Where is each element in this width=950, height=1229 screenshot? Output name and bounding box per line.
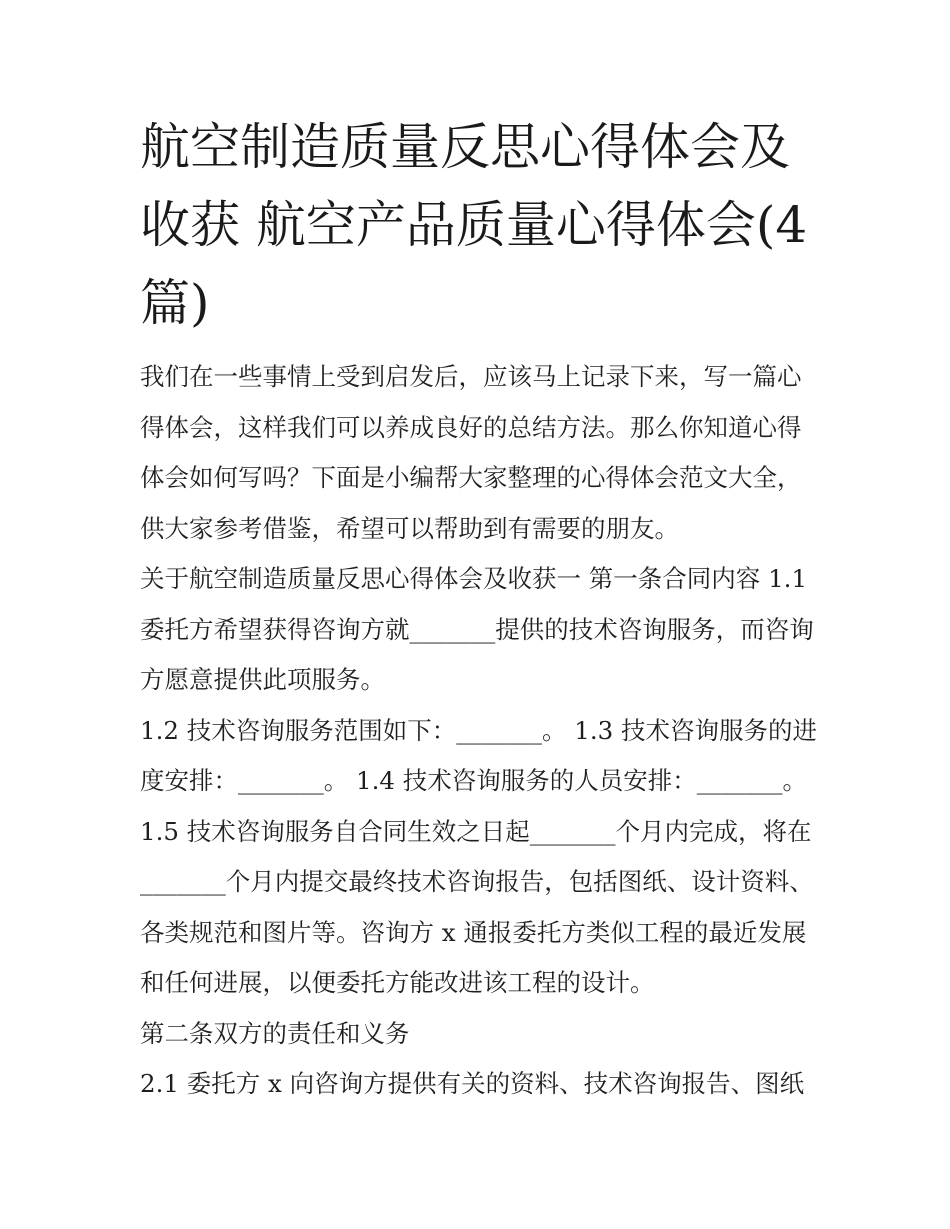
document-title: 航空制造质量反思心得体会及收获 航空产品质量心得体会(4篇) (140, 118, 808, 332)
intro-paragraph: 我们在一些事情上受到启发后，应该马上记录下来，写一篇心得体会，这样我们可以养成良好的总结方法。那么你知道心得体会如何写吗？下面是小编帮大家整理的心得体会范文大全，供大家参考借鉴，希望可以帮助到有需要的朋友。 (140, 362, 802, 543)
document-body (140, 352, 820, 1110)
service-terms-paragraph: 1.2 技术咨询服务范围如下：_______。 1.3 技术咨询服务的进度安排：_______。 1.4 技术咨询服务的人员安排：_______。 1.5 技术咨询服务自合同生效之日起_______个月内完成，将在_______个月内提交最终技术咨询报告，包括图纸、设计资料、各类规范和图片等。咨询方 x 通报委托方类似工程的最近发展和任何进展，以便委托方能改进该工程的设计。 (140, 715, 818, 997)
article-two-heading: 第二条双方的责任和义务 (140, 1018, 410, 1048)
section-one-paragraph: 关于航空制造质量反思心得体会及收获一 第一条合同内容 1.1委托方希望获得咨询方就_______提供的技术咨询服务，而咨询方愿意提供此项服务。 (140, 564, 814, 694)
clause-2-1-paragraph: 2.1 委托方 x 向咨询方提供有关的资料、技术咨询报告、图纸 (140, 1069, 805, 1098)
